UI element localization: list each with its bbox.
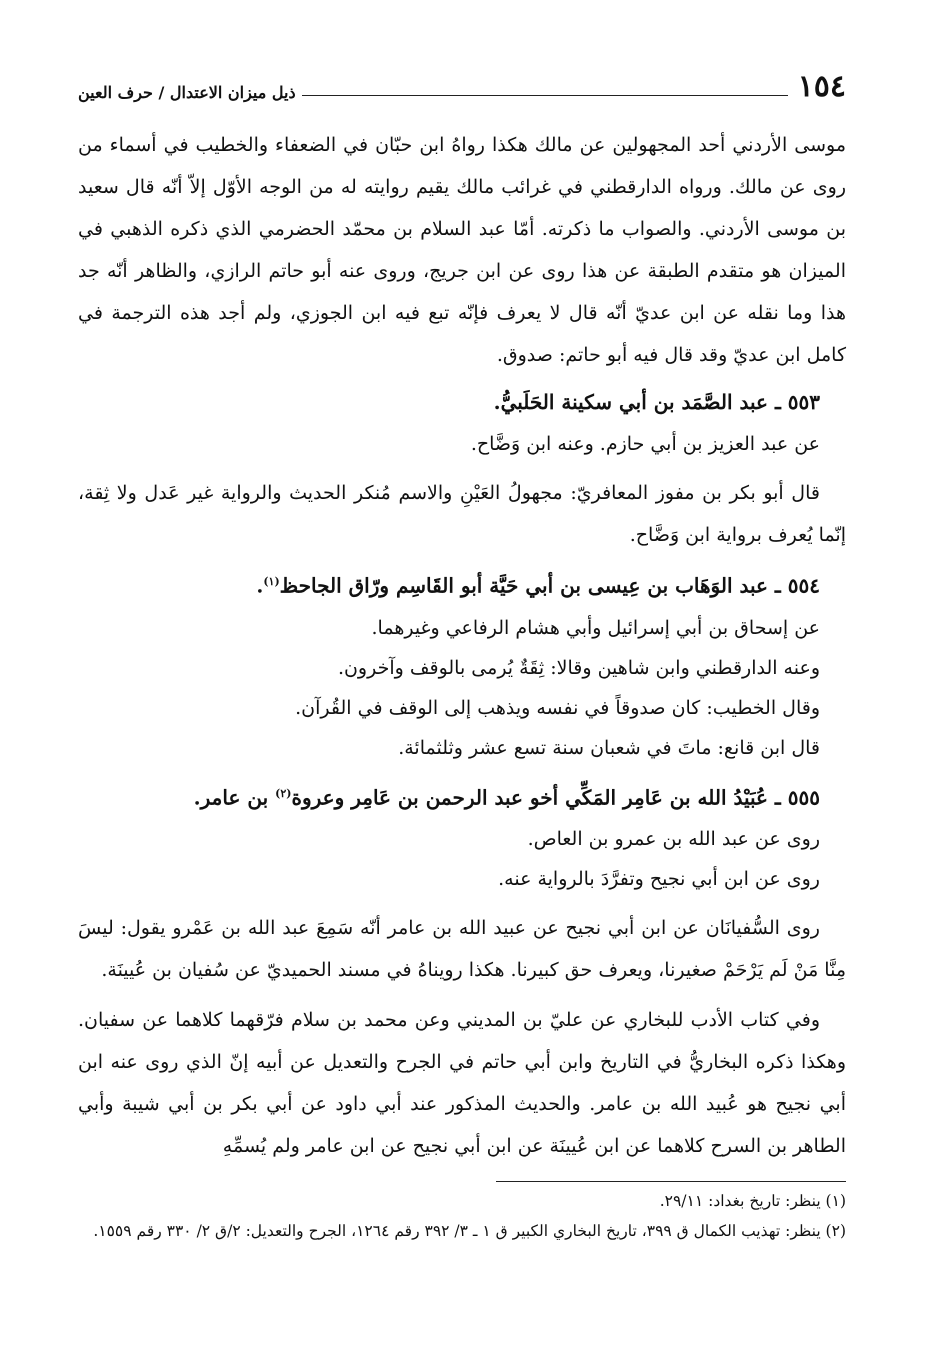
- footnotes: [78, 1186, 846, 1246]
- footnote-ref-1[interactable]: (١): [263, 575, 280, 588]
- page-header: [78, 62, 846, 102]
- entry-553: [78, 380, 846, 556]
- entry-line: عن عبد العزيز بن أبي حازم. وعنه ابن وَضَّاح.: [470, 433, 820, 455]
- footnote-ref-2[interactable]: (٢): [275, 786, 292, 800]
- entry-paragraph: وفي كتاب الأدب للبخاري عن عليّ بن المديني وعن محمد بن سلام فرّقهما كلاهما عن سفيان. وهكذا ذكره البخاريُّ في التاريخ وابن أبي حاتم في الجرح والتعديل عن أبيه إنّ الذي روى عنه ابن أبي نجيح هو عُبيد الله بن عامر. والحديث المذكور عند أبي داود عن أبي بكر بن أبي شيبة وأبي الطاهر بن السرح كلاهما عن ابن عُيينَة عن ابن أبي نجيح عن ابن عامر ولم يُسمِّهِ: [78, 1009, 846, 1158]
- footnote-1: (١) ينظر: تاريخ بغداد: ٢٩/١١.: [659, 1192, 846, 1211]
- entry-title-tail: .: [256, 573, 264, 598]
- page-number: ١٥٤: [797, 69, 846, 104]
- entry-line: عن إسحاق بن أبي إسرائيل وأبي هشام الرفاعي وغيرهما.: [371, 616, 820, 639]
- entry-title-tail: بن عامر.: [193, 785, 276, 810]
- entry-title-text: ٥٥٣ ـ عبد الصَّمَد بن أبي سكينة الحَلَبيُّ.: [493, 390, 820, 414]
- entry-555: [78, 772, 846, 1168]
- entry-title: [78, 560, 820, 608]
- entry-paragraph: روى السُّفيانَان عن ابن أبي نجيح عن عبيد الله بن عامر أنّه سَمِعَ عبد الله بن عَمْرو يقول: ليسَ مِنَّا مَنْ لَم يَرْحَمْ صغيرنا، ويعرف حق كبيرنا. هكذا رويناهُ في مسند الحميديّ عن سُفيان بن عُيينَة.: [78, 917, 846, 982]
- entry-title: [78, 772, 820, 820]
- entry-line: وقال الخطيب: كان صدوقاً في نفسه ويذهب إلى الوقف في القُرآن.: [295, 696, 820, 719]
- entry-554: [78, 560, 846, 768]
- entry-title-text: ٥٥٤ ـ عبد الوَهَاب بن عِيسى بن أبي حَيَّة أبو القَاسِم ورّاق الجاحظ: [279, 573, 820, 598]
- header-rule: [302, 95, 788, 96]
- entry-line: روى عن ابن أبي نجيح وتفرَّدَ بالرواية عنه.: [498, 868, 820, 891]
- entry-title-text: ٥٥٥ ـ عُبَيْدُ الله بن عَامِر المَكِّي أخو عبد الرحمن بن عَامِر وعروة: [291, 785, 820, 810]
- entry-title: [78, 380, 820, 424]
- footnote-2: (٢) ينظر: تهذيب الكمال ق ٣٩٩، تاريخ البخاري الكبير ق ١ ـ ٣/ ٣٩٢ رقم ١٢٦٤، الجرح والتعديل: ٢/ق ٢/ ٣٣٠ رقم ١٥٥٩.: [93, 1222, 846, 1241]
- entry-paragraph: قال أبو بكر بن مفوز المعافريّ: مجهولُ العَيْنِ والاسم مُنكر الحديث والرواية غير عَدل ولا ثِقة، إنّما يُعرف برواية ابن وَضَّاح.: [78, 482, 846, 546]
- running-title: ذيل ميزان الاعتدال / حرف العين: [78, 83, 296, 102]
- entry-line: قال ابن قانع: ماتَ في شعبان سنة تسع عشر وثلثمائة.: [398, 736, 820, 759]
- footnote-rule: [496, 1181, 846, 1182]
- entry-line: روى عن عبد الله بن عمرو بن العاص.: [527, 828, 820, 851]
- entry-line: وعنه الدارقطني وابن شاهين وقالا: ثِقَةٌ يُرمى بالوقف وآخرون.: [337, 656, 820, 679]
- intro-paragraph: موسى الأردني أحد المجهولين عن مالك هكذا رواهُ ابن حبّان في الضعفاء والخطيب في أسماء من روى عن مالك. ورواه الدارقطني في غرائب مالك يقيم روايته له من الوجه الأوّل إلاّ أنّه قال سعيد بن موسى الأردني. والصواب ما ذكرته. أمّا عبد السلام بن محمّد الحضرمي الذي ذكره الذهبي في الميزان هو متقدم الطبقة عن هذا روى عن ابن جريج، وروى عنه أبو حاتم الرازي، والظاهر أنّه جد هذا وما نقله عن ابن عديّ أنّه قال لا يعرف فإنّه تبع فيه ابن الجوزي، ولم أجد هذه الترجمة في كامل ابن عديّ وقد قال فيه أبو حاتم: صدوق.: [78, 134, 846, 366]
